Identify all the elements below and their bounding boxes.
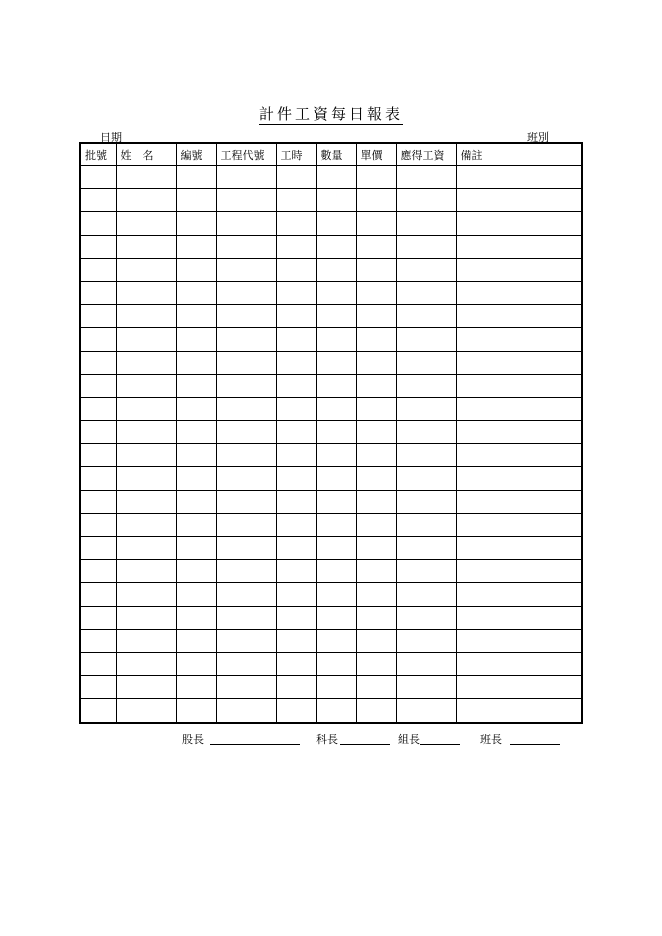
table-cell[interactable] bbox=[456, 444, 582, 467]
table-cell[interactable] bbox=[396, 374, 456, 397]
table-cell[interactable] bbox=[176, 258, 216, 281]
table-cell[interactable] bbox=[216, 305, 276, 328]
table-row bbox=[80, 537, 582, 560]
table-cell[interactable] bbox=[456, 212, 582, 235]
table-cell[interactable] bbox=[116, 676, 176, 699]
table-cell[interactable] bbox=[216, 699, 276, 723]
table-row bbox=[80, 397, 582, 420]
table-cell[interactable] bbox=[116, 305, 176, 328]
table-cell[interactable] bbox=[356, 281, 396, 304]
table-row bbox=[80, 328, 582, 351]
table-cell[interactable] bbox=[456, 281, 582, 304]
table-row bbox=[80, 351, 582, 374]
table-cell[interactable] bbox=[176, 467, 216, 490]
table-cell[interactable] bbox=[356, 166, 396, 189]
table-cell[interactable] bbox=[356, 467, 396, 490]
table-cell[interactable] bbox=[356, 513, 396, 536]
table-cell[interactable] bbox=[316, 490, 356, 513]
table-row bbox=[80, 258, 582, 281]
table-cell[interactable] bbox=[116, 374, 176, 397]
table-cell[interactable] bbox=[80, 560, 116, 583]
table-cell[interactable] bbox=[276, 513, 316, 536]
table-cell[interactable] bbox=[216, 444, 276, 467]
table-row bbox=[80, 560, 582, 583]
table-cell[interactable] bbox=[116, 606, 176, 629]
table-cell[interactable] bbox=[80, 513, 116, 536]
table-cell[interactable] bbox=[316, 328, 356, 351]
table-row bbox=[80, 374, 582, 397]
table-cell[interactable] bbox=[276, 652, 316, 675]
table-cell[interactable] bbox=[276, 397, 316, 420]
table-cell[interactable] bbox=[276, 235, 316, 258]
table-cell[interactable] bbox=[396, 421, 456, 444]
table-cell[interactable] bbox=[216, 258, 276, 281]
department-chief-signature-line[interactable] bbox=[340, 744, 390, 745]
table-row bbox=[80, 583, 582, 606]
table-cell[interactable] bbox=[80, 212, 116, 235]
table-body bbox=[80, 166, 582, 723]
table-cell[interactable] bbox=[80, 629, 116, 652]
table-cell[interactable] bbox=[116, 212, 176, 235]
table-cell[interactable] bbox=[396, 235, 456, 258]
table-cell[interactable] bbox=[276, 467, 316, 490]
table-cell[interactable] bbox=[456, 560, 582, 583]
table-cell[interactable] bbox=[456, 676, 582, 699]
table-cell[interactable] bbox=[396, 629, 456, 652]
table-cell[interactable] bbox=[80, 328, 116, 351]
table-cell[interactable] bbox=[216, 351, 276, 374]
col-header-remarks: 備註 bbox=[456, 143, 582, 166]
header-row bbox=[80, 143, 582, 166]
table-cell[interactable] bbox=[116, 652, 176, 675]
section-chief-label: 股長 bbox=[182, 733, 204, 746]
table-row bbox=[80, 212, 582, 235]
table-cell[interactable] bbox=[176, 652, 216, 675]
col-header-wage-due: 應得工資 bbox=[396, 143, 456, 166]
table-cell[interactable] bbox=[316, 397, 356, 420]
table-cell[interactable] bbox=[316, 374, 356, 397]
date-label: 日期 bbox=[100, 131, 122, 144]
table-cell[interactable] bbox=[80, 374, 116, 397]
table-cell[interactable] bbox=[216, 560, 276, 583]
table-cell[interactable] bbox=[116, 397, 176, 420]
table-cell[interactable] bbox=[80, 606, 116, 629]
table-cell[interactable] bbox=[116, 328, 176, 351]
table-cell[interactable] bbox=[116, 629, 176, 652]
col-header-hours: 工時 bbox=[276, 143, 316, 166]
table-cell[interactable] bbox=[456, 490, 582, 513]
table-cell[interactable] bbox=[456, 537, 582, 560]
col-header-quantity: 數量 bbox=[316, 143, 356, 166]
table-cell[interactable] bbox=[176, 537, 216, 560]
table-cell[interactable] bbox=[176, 281, 216, 304]
table-cell[interactable] bbox=[316, 606, 356, 629]
table-cell[interactable] bbox=[316, 560, 356, 583]
table-cell[interactable] bbox=[316, 699, 356, 723]
table-cell[interactable] bbox=[316, 305, 356, 328]
table-cell[interactable] bbox=[356, 397, 396, 420]
table-cell[interactable] bbox=[396, 281, 456, 304]
table-cell[interactable] bbox=[316, 467, 356, 490]
form-title-text: 計件工資每日報表 bbox=[258, 105, 403, 123]
shift-label: 班別 bbox=[527, 131, 549, 144]
table-cell[interactable] bbox=[176, 374, 216, 397]
table-cell[interactable] bbox=[276, 699, 316, 723]
table-cell[interactable] bbox=[116, 560, 176, 583]
table-row bbox=[80, 490, 582, 513]
table-cell[interactable] bbox=[216, 328, 276, 351]
table-cell[interactable] bbox=[276, 583, 316, 606]
table-cell[interactable] bbox=[316, 258, 356, 281]
table-cell[interactable] bbox=[456, 374, 582, 397]
table-cell[interactable] bbox=[176, 189, 216, 212]
table-row bbox=[80, 676, 582, 699]
table-cell[interactable] bbox=[456, 235, 582, 258]
table-cell[interactable] bbox=[80, 421, 116, 444]
table-cell[interactable] bbox=[316, 212, 356, 235]
table-cell[interactable] bbox=[216, 235, 276, 258]
table-cell[interactable] bbox=[116, 467, 176, 490]
table-cell[interactable] bbox=[80, 305, 116, 328]
table-cell[interactable] bbox=[276, 258, 316, 281]
table-cell[interactable] bbox=[176, 513, 216, 536]
table-cell[interactable] bbox=[356, 652, 396, 675]
shift-leader-signature-line[interactable] bbox=[510, 744, 560, 745]
table-cell[interactable] bbox=[216, 490, 276, 513]
table-cell[interactable] bbox=[80, 397, 116, 420]
table-cell[interactable] bbox=[80, 166, 116, 189]
table-cell[interactable] bbox=[276, 166, 316, 189]
table-cell[interactable] bbox=[176, 629, 216, 652]
table-cell[interactable] bbox=[316, 351, 356, 374]
table-cell[interactable] bbox=[216, 397, 276, 420]
group-leader-signature-line[interactable] bbox=[420, 744, 460, 745]
table-cell[interactable] bbox=[396, 351, 456, 374]
table-cell[interactable] bbox=[80, 444, 116, 467]
table-cell[interactable] bbox=[176, 305, 216, 328]
table-cell[interactable] bbox=[80, 699, 116, 723]
col-header-process-code: 工程代號 bbox=[216, 143, 276, 166]
table-cell[interactable] bbox=[456, 652, 582, 675]
table-cell[interactable] bbox=[276, 560, 316, 583]
table-cell[interactable] bbox=[456, 606, 582, 629]
table-cell[interactable] bbox=[216, 281, 276, 304]
table-cell[interactable] bbox=[216, 166, 276, 189]
table-cell[interactable] bbox=[456, 166, 582, 189]
table-cell[interactable] bbox=[176, 444, 216, 467]
table-row bbox=[80, 166, 582, 189]
table-row bbox=[80, 652, 582, 675]
table-cell[interactable] bbox=[116, 166, 176, 189]
table-cell[interactable] bbox=[176, 676, 216, 699]
table-cell[interactable] bbox=[176, 328, 216, 351]
table-cell[interactable] bbox=[316, 629, 356, 652]
table-cell[interactable] bbox=[396, 537, 456, 560]
table-row bbox=[80, 281, 582, 304]
table-row bbox=[80, 421, 582, 444]
table-cell[interactable] bbox=[356, 629, 396, 652]
table-cell[interactable] bbox=[116, 699, 176, 723]
table-cell[interactable] bbox=[276, 537, 316, 560]
table-cell[interactable] bbox=[316, 235, 356, 258]
table-cell[interactable] bbox=[396, 397, 456, 420]
table-cell[interactable] bbox=[396, 212, 456, 235]
table-cell[interactable] bbox=[216, 374, 276, 397]
table-cell[interactable] bbox=[396, 305, 456, 328]
table-cell[interactable] bbox=[396, 490, 456, 513]
table-cell[interactable] bbox=[216, 629, 276, 652]
table-cell[interactable] bbox=[216, 676, 276, 699]
table-cell[interactable] bbox=[316, 676, 356, 699]
table-row bbox=[80, 235, 582, 258]
table-cell[interactable] bbox=[80, 258, 116, 281]
table-cell[interactable] bbox=[276, 281, 316, 304]
table-cell[interactable] bbox=[80, 189, 116, 212]
table-cell[interactable] bbox=[316, 513, 356, 536]
table-cell[interactable] bbox=[396, 676, 456, 699]
section-chief-signature-line[interactable] bbox=[210, 744, 300, 745]
table-cell[interactable] bbox=[396, 258, 456, 281]
table-cell[interactable] bbox=[316, 537, 356, 560]
table-row bbox=[80, 444, 582, 467]
table-row bbox=[80, 189, 582, 212]
table-cell[interactable] bbox=[176, 560, 216, 583]
table-cell[interactable] bbox=[176, 421, 216, 444]
table-cell[interactable] bbox=[176, 235, 216, 258]
table-cell[interactable] bbox=[456, 397, 582, 420]
table-cell[interactable] bbox=[176, 212, 216, 235]
table-cell[interactable] bbox=[356, 583, 396, 606]
table-cell[interactable] bbox=[356, 374, 396, 397]
table-cell[interactable] bbox=[396, 583, 456, 606]
table-cell[interactable] bbox=[396, 652, 456, 675]
table-cell[interactable] bbox=[356, 189, 396, 212]
table-cell[interactable] bbox=[356, 606, 396, 629]
table-cell[interactable] bbox=[276, 444, 316, 467]
table-cell[interactable] bbox=[456, 189, 582, 212]
col-header-name: 姓 名 bbox=[116, 143, 176, 166]
table-row bbox=[80, 513, 582, 536]
table-cell[interactable] bbox=[396, 606, 456, 629]
table-row bbox=[80, 699, 582, 723]
table-cell[interactable] bbox=[356, 699, 396, 723]
table-cell[interactable] bbox=[456, 699, 582, 723]
table-cell[interactable] bbox=[116, 281, 176, 304]
table-cell[interactable] bbox=[396, 444, 456, 467]
table-cell[interactable] bbox=[356, 676, 396, 699]
table-cell[interactable] bbox=[456, 328, 582, 351]
table-cell[interactable] bbox=[80, 467, 116, 490]
table-cell[interactable] bbox=[276, 490, 316, 513]
table-cell[interactable] bbox=[396, 513, 456, 536]
table-cell[interactable] bbox=[456, 351, 582, 374]
table-cell[interactable] bbox=[116, 351, 176, 374]
table-cell[interactable] bbox=[456, 258, 582, 281]
table-cell[interactable] bbox=[276, 305, 316, 328]
table-cell[interactable] bbox=[316, 583, 356, 606]
table-cell[interactable] bbox=[396, 699, 456, 723]
table-cell[interactable] bbox=[116, 258, 176, 281]
table-cell[interactable] bbox=[216, 421, 276, 444]
table-cell[interactable] bbox=[276, 374, 316, 397]
table-row bbox=[80, 606, 582, 629]
table-cell[interactable] bbox=[116, 537, 176, 560]
table-cell[interactable] bbox=[176, 490, 216, 513]
table-cell[interactable] bbox=[456, 467, 582, 490]
group-leader-label: 組長 bbox=[398, 733, 420, 746]
table-row bbox=[80, 629, 582, 652]
table-cell[interactable] bbox=[356, 537, 396, 560]
table-cell[interactable] bbox=[396, 189, 456, 212]
table-cell[interactable] bbox=[216, 513, 276, 536]
table-cell[interactable] bbox=[356, 212, 396, 235]
table-cell[interactable] bbox=[356, 351, 396, 374]
table-cell[interactable] bbox=[456, 583, 582, 606]
table-cell[interactable] bbox=[316, 166, 356, 189]
table-cell[interactable] bbox=[216, 606, 276, 629]
table-cell[interactable] bbox=[276, 606, 316, 629]
table-cell[interactable] bbox=[216, 652, 276, 675]
table-cell[interactable] bbox=[176, 583, 216, 606]
table-cell[interactable] bbox=[216, 212, 276, 235]
table-cell[interactable] bbox=[396, 328, 456, 351]
table-cell[interactable] bbox=[176, 606, 216, 629]
table-cell[interactable] bbox=[80, 490, 116, 513]
table-cell[interactable] bbox=[356, 328, 396, 351]
table-cell[interactable] bbox=[356, 444, 396, 467]
col-header-batch-no: 批號 bbox=[80, 143, 116, 166]
table-cell[interactable] bbox=[116, 444, 176, 467]
table-cell[interactable] bbox=[396, 467, 456, 490]
table-cell[interactable] bbox=[356, 305, 396, 328]
table-cell[interactable] bbox=[276, 629, 316, 652]
table-cell[interactable] bbox=[456, 513, 582, 536]
table-cell[interactable] bbox=[276, 676, 316, 699]
table-cell[interactable] bbox=[216, 189, 276, 212]
table-cell[interactable] bbox=[116, 189, 176, 212]
table-cell[interactable] bbox=[176, 351, 216, 374]
table-cell[interactable] bbox=[316, 281, 356, 304]
table-cell[interactable] bbox=[276, 421, 316, 444]
table-cell[interactable] bbox=[216, 467, 276, 490]
table-cell[interactable] bbox=[316, 421, 356, 444]
table-cell[interactable] bbox=[356, 421, 396, 444]
table-cell[interactable] bbox=[176, 166, 216, 189]
table-cell[interactable] bbox=[396, 560, 456, 583]
table-cell[interactable] bbox=[176, 397, 216, 420]
form-title bbox=[0, 103, 662, 124]
table-cell[interactable] bbox=[116, 421, 176, 444]
report-table bbox=[79, 142, 583, 724]
col-header-id: 編號 bbox=[176, 143, 216, 166]
table-cell[interactable] bbox=[356, 258, 396, 281]
table-cell[interactable] bbox=[116, 490, 176, 513]
table-cell[interactable] bbox=[316, 444, 356, 467]
table-cell[interactable] bbox=[456, 305, 582, 328]
table-cell[interactable] bbox=[116, 583, 176, 606]
table-cell[interactable] bbox=[316, 652, 356, 675]
table-cell[interactable] bbox=[316, 189, 356, 212]
table-cell[interactable] bbox=[356, 490, 396, 513]
table-cell[interactable] bbox=[80, 281, 116, 304]
table-cell[interactable] bbox=[356, 560, 396, 583]
table-cell[interactable] bbox=[80, 537, 116, 560]
table-cell[interactable] bbox=[80, 235, 116, 258]
table-cell[interactable] bbox=[356, 235, 396, 258]
table-cell[interactable] bbox=[176, 699, 216, 723]
table-cell[interactable] bbox=[80, 676, 116, 699]
table-cell[interactable] bbox=[456, 629, 582, 652]
table-cell[interactable] bbox=[276, 351, 316, 374]
table-cell[interactable] bbox=[216, 583, 276, 606]
table-cell[interactable] bbox=[276, 189, 316, 212]
table-cell[interactable] bbox=[456, 421, 582, 444]
table-cell[interactable] bbox=[276, 328, 316, 351]
table-cell[interactable] bbox=[80, 583, 116, 606]
table-cell[interactable] bbox=[396, 166, 456, 189]
table-cell[interactable] bbox=[116, 235, 176, 258]
table-cell[interactable] bbox=[80, 351, 116, 374]
table-row bbox=[80, 305, 582, 328]
shift-leader-label: 班長 bbox=[480, 733, 502, 746]
col-header-unit-price: 單價 bbox=[356, 143, 396, 166]
table-row bbox=[80, 467, 582, 490]
department-chief-label: 科長 bbox=[316, 733, 338, 746]
table-cell[interactable] bbox=[276, 212, 316, 235]
table-cell[interactable] bbox=[216, 537, 276, 560]
table-cell[interactable] bbox=[80, 652, 116, 675]
table-cell[interactable] bbox=[116, 513, 176, 536]
